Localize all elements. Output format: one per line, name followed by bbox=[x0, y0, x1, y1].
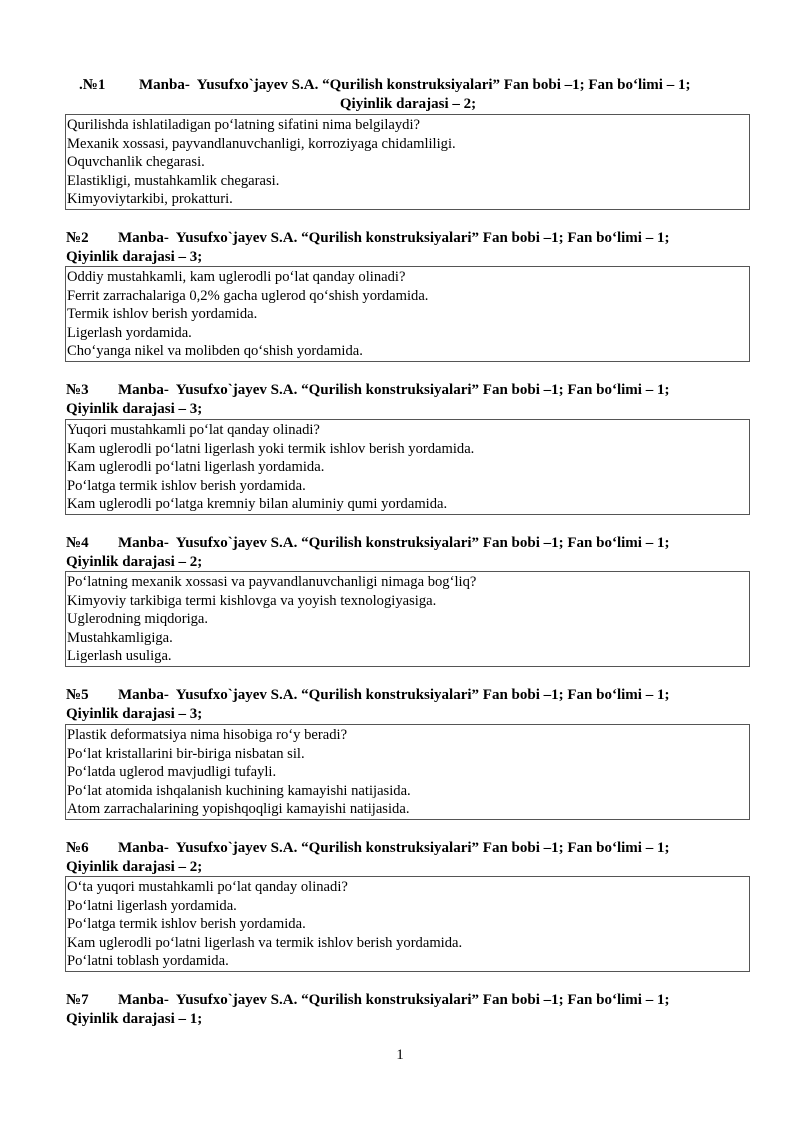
question-number: №3 bbox=[66, 382, 89, 398]
question-2-header bbox=[66, 229, 750, 267]
question-source: Manba- Yusufxo`jayev S.A. “Qurilish konstruksiyalari” Fan bobi –1; Fan bo‘limi – 1; bbox=[118, 535, 670, 551]
question-number: №6 bbox=[66, 840, 89, 856]
answer-option: Po‘latga termik ishlov berish yordamida. bbox=[67, 477, 306, 494]
question-difficulty: Qiyinlik darajasi – 2; bbox=[66, 554, 203, 570]
question-text: Yuqori mustahkamli po‘lat qanday olinadi? bbox=[67, 422, 320, 438]
question-source: Manba- Yusufxo`jayev S.A. “Qurilish konstruksiyalari” Fan bobi –1; Fan bo‘limi – 1; bbox=[139, 77, 691, 93]
question-number: №2 bbox=[66, 230, 89, 246]
question-text: Oddiy mustahkamli, kam uglerodli po‘lat qanday olinadi? bbox=[67, 269, 406, 285]
question-text: Po‘latning mexanik xossasi va payvandlanuvchanligi nimaga bog‘liq? bbox=[67, 574, 477, 590]
question-difficulty: Qiyinlik darajasi – 2; bbox=[339, 96, 477, 112]
question-4-header bbox=[66, 534, 750, 572]
question-1-header bbox=[66, 76, 750, 114]
question-6-header bbox=[66, 839, 750, 877]
question-1-box bbox=[65, 114, 750, 210]
answer-option: Termik ishlov berish yordamida. bbox=[67, 306, 258, 323]
question-difficulty: Qiyinlik darajasi – 3; bbox=[66, 249, 203, 265]
answer-option: Kam uglerodli po‘latga kremniy bilan aluminiy qumi yordamida. bbox=[67, 496, 448, 513]
question-number: .№1 bbox=[79, 77, 106, 93]
page-number: 1 bbox=[396, 1047, 404, 1063]
answer-option: Atom zarrachalarining yopishqoqligi kamayishi natijasida. bbox=[67, 801, 410, 818]
answer-option: Kimyoviytarkibi, prokatturi. bbox=[67, 191, 233, 208]
question-number: №4 bbox=[66, 535, 89, 551]
answer-option: Po‘latga termik ishlov berish yordamida. bbox=[67, 916, 306, 933]
question-text: O‘ta yuqori mustahkamli po‘lat qanday olinadi? bbox=[67, 879, 348, 895]
question-source: Manba- Yusufxo`jayev S.A. “Qurilish konstruksiyalari” Fan bobi –1; Fan bo‘limi – 1; bbox=[118, 382, 670, 398]
question-difficulty: Qiyinlik darajasi – 2; bbox=[66, 859, 203, 875]
answer-option: Po‘latda uglerod mavjudligi tufayli. bbox=[67, 764, 277, 781]
question-5-box bbox=[65, 724, 750, 820]
question-3-header bbox=[66, 381, 750, 419]
answer-option: Kam uglerodli po‘latni ligerlash va termik ishlov berish yordamida. bbox=[67, 934, 463, 951]
answer-option: Elastikligi, mustahkamlik chegarasi. bbox=[67, 172, 280, 189]
answer-option: Kam uglerodli po‘latni ligerlash yordamida. bbox=[67, 459, 325, 476]
answer-option: Ligerlash yordamida. bbox=[67, 324, 192, 341]
answer-option: Kimyoviy tarkibiga termi kishlovga va yoyish texnologiyasiga. bbox=[67, 592, 437, 609]
answer-option: Po‘lat kristallarini bir-biriga nisbatan sil. bbox=[67, 745, 305, 762]
question-source: Manba- Yusufxo`jayev S.A. “Qurilish konstruksiyalari” Fan bobi –1; Fan bo‘limi – 1; bbox=[118, 840, 670, 856]
question-difficulty: Qiyinlik darajasi – 1; bbox=[66, 1011, 203, 1027]
answer-option: Oquvchanlik chegarasi. bbox=[67, 154, 205, 171]
answer-option: Ferrit zarrachalariga 0,2% gacha uglerod qo‘shish yordamida. bbox=[67, 287, 429, 304]
answer-option: Po‘latni toblash yordamida. bbox=[67, 953, 229, 970]
answer-option: Mustahkamligiga. bbox=[67, 629, 173, 646]
question-7-header bbox=[66, 991, 750, 1029]
question-3-box bbox=[65, 419, 750, 515]
answer-option: Po‘lat atomida ishqalanish kuchining kamayishi natijasida. bbox=[67, 782, 411, 799]
question-text: Qurilishda ishlatiladigan po‘latning sifatini nima belgilaydi? bbox=[67, 117, 421, 133]
question-5-header bbox=[66, 686, 750, 724]
question-number: №5 bbox=[66, 687, 89, 703]
question-source: Manba- Yusufxo`jayev S.A. “Qurilish konstruksiyalari” Fan bobi –1; Fan bo‘limi – 1; bbox=[118, 992, 670, 1008]
question-2-box bbox=[65, 266, 750, 362]
answer-option: Ligerlash usuliga. bbox=[67, 648, 172, 665]
answer-option: Kam uglerodli po‘latni ligerlash yoki termik ishlov berish yordamida. bbox=[67, 440, 475, 457]
answer-option: Cho‘yanga nikel va molibden qo‘shish yordamida. bbox=[67, 343, 363, 360]
question-difficulty: Qiyinlik darajasi – 3; bbox=[66, 706, 203, 722]
question-text: Plastik deformatsiya nima hisobiga ro‘y beradi? bbox=[67, 727, 348, 743]
answer-option: Mexanik xossasi, payvandlanuvchanligi, korroziyaga chidamliligi. bbox=[67, 135, 456, 152]
question-source: Manba- Yusufxo`jayev S.A. “Qurilish konstruksiyalari” Fan bobi –1; Fan bo‘limi – 1; bbox=[118, 230, 670, 246]
question-number: №7 bbox=[66, 992, 89, 1008]
answer-option: Uglerodning miqdoriga. bbox=[67, 611, 209, 628]
question-6-box bbox=[65, 876, 750, 972]
question-source: Manba- Yusufxo`jayev S.A. “Qurilish konstruksiyalari” Fan bobi –1; Fan bo‘limi – 1; bbox=[118, 687, 670, 703]
question-difficulty: Qiyinlik darajasi – 3; bbox=[66, 401, 203, 417]
question-4-box bbox=[65, 571, 750, 667]
answer-option: Po‘latni ligerlash yordamida. bbox=[67, 897, 237, 914]
